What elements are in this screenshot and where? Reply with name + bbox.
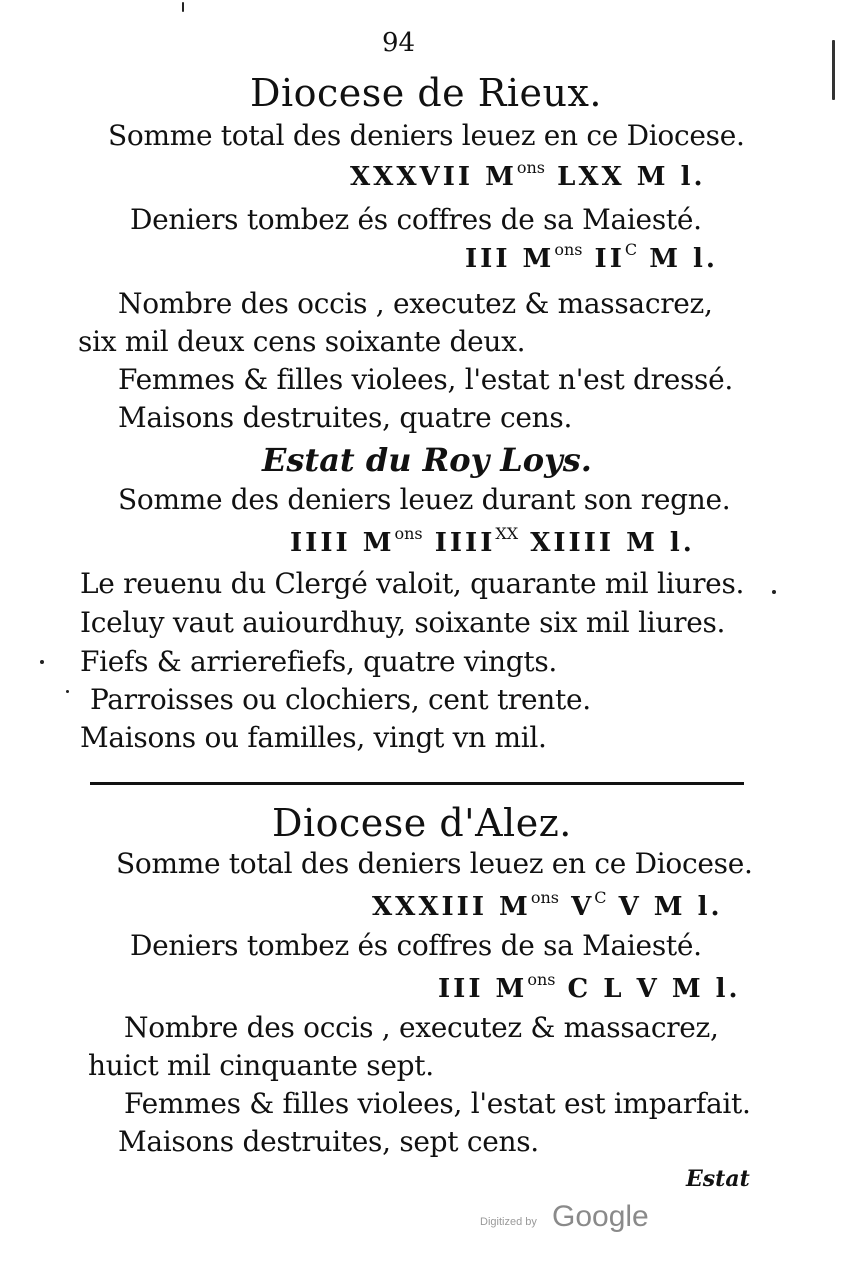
sum-sup: C [624, 240, 638, 259]
text-line: Femmes & filles violees, l'estat n'est dressé. [118, 363, 733, 396]
sum-tail: XIIII M l. [530, 528, 695, 558]
text-line: Deniers tombez és coffres de sa Maiesté. [130, 203, 702, 236]
text-line: Somme total des deniers leuez en ce Diocese. [116, 847, 753, 880]
sum-line [290, 524, 695, 558]
text-line: Le reuenu du Clergé valoit, quarante mil liures. [80, 567, 745, 600]
scan-speck [66, 690, 69, 693]
section-title-alez: Diocese d'Alez. [272, 801, 572, 845]
scan-speck [772, 590, 776, 594]
sum-tail: M l. [649, 244, 718, 274]
text-line: Somme des deniers leuez durant son regne. [118, 483, 731, 516]
scan-speck [40, 660, 44, 664]
sum-line [372, 888, 723, 922]
text-line: Iceluy vaut auiourdhuy, soixante six mil liures. [80, 606, 726, 639]
text-line: Nombre des occis , executez & massacrez, [118, 287, 713, 320]
watermark-small: Digitized by [480, 1216, 537, 1228]
sum-main: IIII M [290, 528, 395, 558]
sum-line [438, 970, 741, 1004]
sum-main: III M [465, 244, 555, 274]
section-title-rieux: Diocese de Rieux. [250, 71, 602, 115]
sum-sup: C [594, 888, 607, 907]
watermark-logo: Google [552, 1200, 649, 1233]
text-line: Maisons ou familles, vingt vn mil. [80, 721, 547, 754]
sum-tail: V M l. [618, 892, 723, 922]
scan-speck [182, 2, 184, 12]
sum-sup: XX [495, 524, 519, 543]
sum-main: XXXIII M [372, 892, 531, 922]
sum-sup: ons [554, 240, 583, 259]
sum-sup: ons [516, 158, 546, 177]
text-line: Fiefs & arrierefiefs, quatre vingts. [80, 645, 557, 678]
sum-sup: ons [527, 970, 556, 989]
section-divider [90, 782, 744, 785]
sum-mid: IIII [434, 528, 496, 558]
sum-mid: V [571, 892, 595, 922]
text-line: Deniers tombez és coffres de sa Maiesté. [130, 929, 702, 962]
text-line: Parroisses ou clochiers, cent trente. [90, 683, 591, 716]
sum-main: XXXVII M [350, 162, 517, 192]
text-line: huict mil cinquante sept. [88, 1049, 434, 1082]
text-line: Maisons destruites, sept cens. [118, 1125, 539, 1158]
text-line: six mil deux cens soixante deux. [78, 325, 526, 358]
sum-sup: ons [394, 524, 423, 543]
sum-tail: LXX M l. [557, 162, 706, 192]
sum-tail: C L V M l. [567, 974, 741, 1004]
text-line: Maisons destruites, quatre cens. [118, 401, 573, 434]
text-line: Femmes & filles violees, l'estat est imparfait. [124, 1087, 751, 1120]
text-line: Nombre des occis , executez & massacrez, [124, 1011, 719, 1044]
page-number: 94 [382, 28, 416, 58]
catchword: Estat [686, 1166, 750, 1192]
sum-line [465, 240, 718, 274]
sum-main: III M [438, 974, 528, 1004]
section-title-roy-loys: Estat du Roy Loys. [262, 441, 592, 479]
text-line: Somme total des deniers leuez en ce Diocese. [108, 119, 745, 152]
sum-line [350, 158, 706, 192]
sum-tail: II [594, 244, 625, 274]
sum-sup: ons [530, 888, 559, 907]
scan-edge-mark [832, 40, 835, 100]
